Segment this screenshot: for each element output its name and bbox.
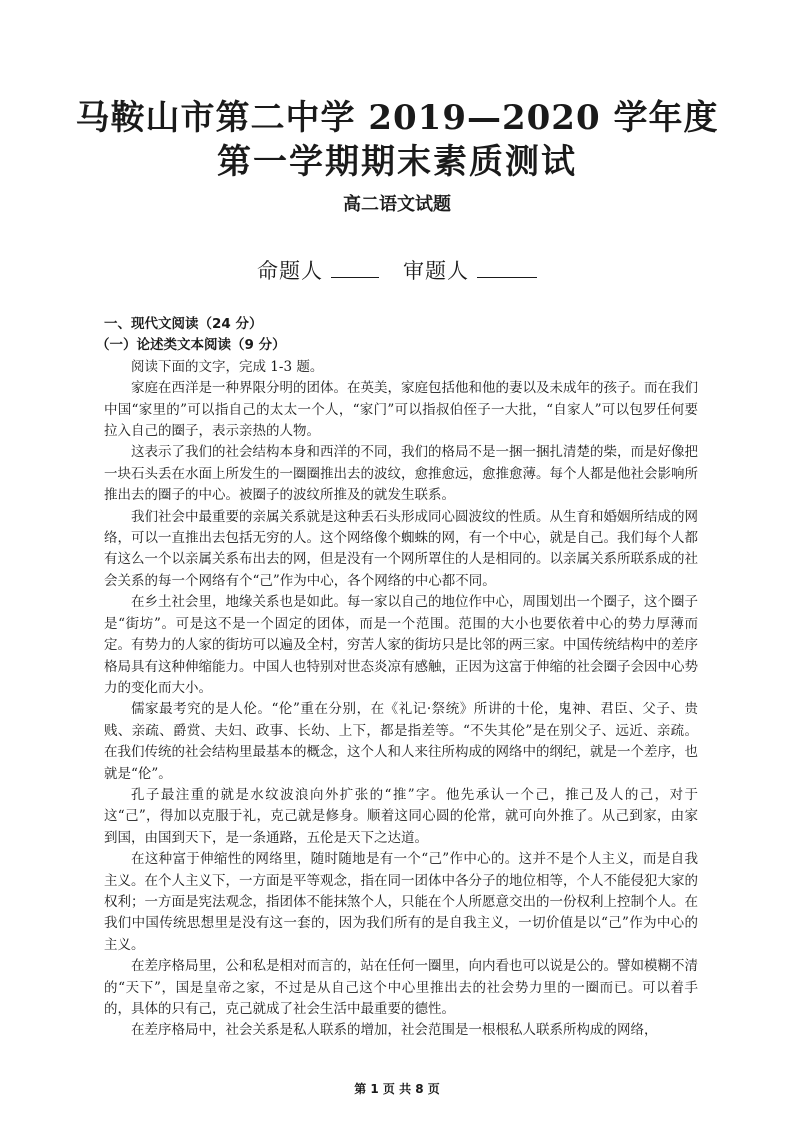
passage-paragraph: 家庭在西洋是一种界限分明的团体。在英美，家庭包括他和他的妻以及未成年的孩子。而在我们中国“家里的”可以指自己的太太一个人，“家门”可以指叔伯侄子一大批，“自家人”可以包罗任何要拉入自己的圈子，表示亲热的人物。 xyxy=(104,380,698,440)
authors-line xyxy=(0,256,794,286)
passage-paragraph: 在乡土社会里，地缘关系也是如此。每一家以自己的地位作中心，周围划出一个圈子，这个圈子是“街坊”。可是这不是一个固定的团体，而是一个范围。范围的大小也要依着中心的势力厚薄而定。有势力的人家的街坊可以遍及全村，穷苦人家的街坊只是比邻的两三家。中国传统结构中的差序格局具有这种伸缩能力。中国人也特别对世态炎凉有感触，正因为这富于伸缩的社会圈子会因中心势力的变化而大小。 xyxy=(104,594,698,696)
passage-paragraph: 我们社会中最重要的亲属关系就是这种丢石头形成同心圆波纹的性质。从生育和婚姻所结成的网络，可以一直推出去包括无穷的人。这个网络像个蜘蛛的网，有一个中心，就是自己。我们每个人都有这么一个以亲属关系布出去的网，但是没有一个网所罩住的人是相同的。以亲属关系所联系成的社会关系的每一个网络有个“己”作为中心，各个网络的中心都不同。 xyxy=(104,508,698,589)
reading-instruction: 阅读下面的文字，完成 1-3 题。 xyxy=(131,358,324,375)
passage-paragraph: 这表示了我们的社会结构本身和西洋的不同，我们的格局不是一捆一捆扎清楚的柴，而是好像把一块石头丢在水面上所发生的一圈圈推出去的波纹，愈推愈远，愈推愈薄。每个人都是他社会影响所推出去的圈子的中心。被圈子的波纹所推及的就发生联系。 xyxy=(104,444,698,504)
exam-subtitle: 高二语文试题 xyxy=(343,194,451,215)
passage-paragraph: 在差序格局中，社会关系是私人联系的增加，社会范围是一根根私人联系所构成的网络， xyxy=(131,1022,658,1039)
setter-blank xyxy=(331,257,379,278)
passage-paragraph: 在这种富于伸缩性的网络里，随时随地是有一个“己”作中心的。这并不是个人主义，而是自我主义。在个人主义下，一方面是平等观念，指在同一团体中各分子的地位相等，个人不能侵犯大家的权利；一方面是宪法观念，指团体不能抹煞个人，只能在个人所愿意交出的一份权利上控制个人。在我们中国传统思想里是没有这一套的，因为我们所有的是自我主义，一切价值是以“己”作为中心的主义。 xyxy=(104,851,698,953)
reviewer-blank xyxy=(477,257,537,278)
passage-paragraph: 儒家最考究的是人伦。“伦”重在分别，在《礼记·祭统》所讲的十伦，鬼神、君臣、父子、贵贱、亲疏、爵赏、夫妇、政事、长幼、上下，都是指差等。“不失其伦”是在别父子、远近、亲疏。在我们传统的社会结构里最基本的概念，这个人和人来往所构成的网络中的纲纪，就是一个差序，也就是“伦”。 xyxy=(104,701,698,782)
setter-label: 命题人 xyxy=(257,259,323,283)
passage-paragraph: 孔子最注重的就是水纹波浪向外扩张的“推”字。他先承认一个己，推己及人的己，对于这“己”，得加以克服于礼，克己就是修身。顺着这同心圆的伦常，就可向外推了。从己到家，由家到国，由国到天下，是一条通路，五伦是天下之达道。 xyxy=(104,786,698,846)
exam-title-line2: 第一学期期末素质测试 xyxy=(217,142,577,182)
page-indicator: 第 1 页 共 8 页 xyxy=(354,1082,440,1096)
passage-paragraph: 在差序格局里，公和私是相对而言的，站在任何一圈里，向内看也可以说是公的。譬如模糊不清的“天下”，国是皇帝之家，不过是从自己这个中心里推出去的社会势力里的一圈而已。可以着手的，具体的只有己，克己就成了社会生活中最重要的德性。 xyxy=(104,958,698,1017)
section-subheading: （一）论述类文本阅读（9 分） xyxy=(96,337,286,354)
section-heading: 一、现代文阅读（24 分） xyxy=(104,316,263,332)
exam-content xyxy=(96,314,698,1042)
reviewer-label: 审题人 xyxy=(403,259,469,283)
exam-title-line1: 马鞍山市第二中学 2019—2020 学年度 xyxy=(75,98,719,138)
